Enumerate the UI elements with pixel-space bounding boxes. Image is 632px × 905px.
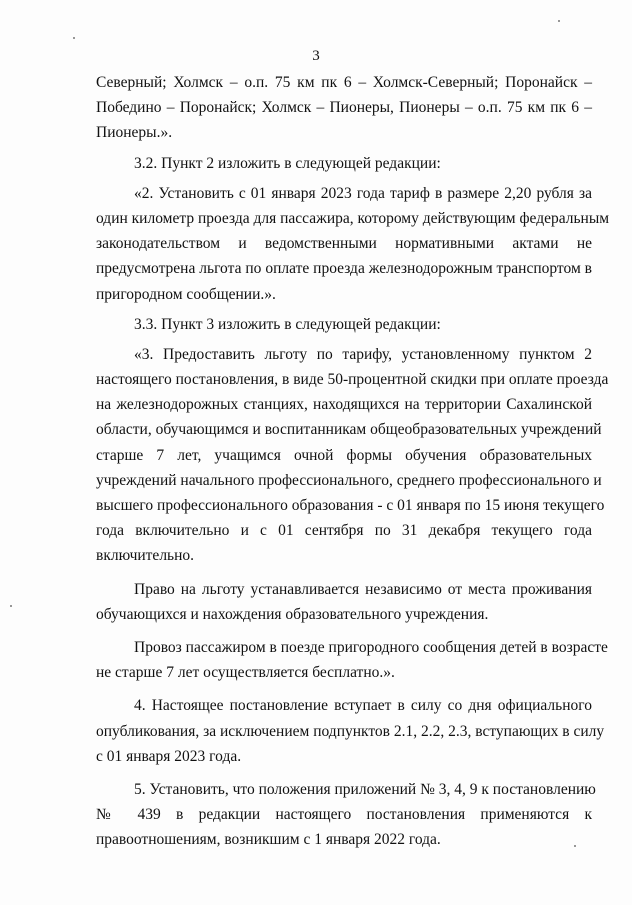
page-number: 3 bbox=[312, 48, 320, 64]
paragraph bbox=[96, 577, 592, 627]
text-line: обучающихся и нахождения образовательного учреждения. bbox=[96, 605, 489, 623]
scan-speck bbox=[574, 845, 576, 847]
scan-speck bbox=[73, 37, 75, 39]
text-line: Право на льготу устанавливается независимо от места проживания bbox=[134, 580, 592, 598]
text-line: старше 7 лет, учащимся очной формы обучения образовательных bbox=[96, 446, 592, 464]
text-line: № 439 в редакции настоящего постановления применяются к bbox=[96, 806, 592, 824]
text-line: «2. Установить с 01 января 2023 года тариф в размере 2,20 рубля за bbox=[134, 184, 592, 202]
text-line: настоящего постановления, в виде 50-процентной скидки при оплате проезда bbox=[96, 371, 609, 389]
text-line: 3.2. Пункт 2 изложить в следующей редакции: bbox=[134, 154, 441, 172]
scan-speck bbox=[558, 20, 560, 22]
text-line: Победино – Поронайск; Холмск – Пионеры, Пионеры – о.п. 75 км пк 6 – bbox=[96, 99, 592, 117]
text-line: Пионеры.». bbox=[96, 124, 173, 142]
text-line: 4. Настоящее постановление вступает в силу со дня официального bbox=[134, 697, 592, 715]
text-line: области, обучающимся и воспитанникам общеобразовательных учреждений bbox=[96, 421, 602, 439]
text-line: предусмотрена льгота по оплате проезда железнодорожным транспортом в bbox=[96, 260, 592, 278]
text-line: правоотношениям, возникшим с 1 января 2022 года. bbox=[96, 831, 441, 849]
text-line: с 01 января 2023 года. bbox=[96, 747, 242, 765]
text-line: 5. Установить, что положения приложений № 3, 4, 9 к постановлению bbox=[134, 780, 596, 798]
text-line: Северный; Холмск – о.п. 75 км пк 6 – Холмск-Северный; Поронайск – bbox=[96, 74, 592, 91]
text-line: «3. Предоставить льготу по тарифу, установленному пунктом 2 bbox=[134, 345, 592, 363]
text-line: года включительно и с 01 сентября по 31 декабря текущего года bbox=[96, 522, 592, 540]
paragraph bbox=[96, 777, 596, 853]
text-line: один километр проезда для пассажира, которому действующим федеральным bbox=[96, 209, 610, 227]
document-body bbox=[96, 70, 610, 852]
paragraph bbox=[96, 693, 605, 769]
text-line: Провоз пассажиром в поезде пригородного сообщения детей в возрасте bbox=[134, 638, 608, 656]
scan-speck bbox=[10, 605, 12, 607]
text-line: пригородном сообщении.». bbox=[96, 285, 276, 303]
text-line: законодательством и ведомственными нормативными актами не bbox=[96, 235, 592, 253]
paragraph bbox=[96, 312, 592, 337]
text-line: включительно. bbox=[96, 547, 195, 565]
paragraph bbox=[96, 342, 609, 569]
text-line: не старше 7 лет осуществляется бесплатно.». bbox=[96, 664, 395, 682]
paragraph bbox=[96, 635, 608, 685]
text-line: учреждений начального профессионального, среднего профессионального и bbox=[96, 471, 602, 489]
paragraph bbox=[96, 151, 592, 176]
paragraph bbox=[96, 181, 610, 307]
paragraph bbox=[96, 70, 592, 146]
text-line: опубликования, за исключением подпунктов 2.1, 2.2, 2.3, вступающих в силу bbox=[96, 722, 605, 740]
text-line: высшего профессионального образования - с 01 января по 15 июня текущего bbox=[96, 497, 605, 514]
text-line: 3.3. Пункт 3 изложить в следующей редакции: bbox=[134, 315, 441, 333]
text-line: на железнодорожных станциях, находящихся на территории Сахалинской bbox=[96, 396, 592, 414]
